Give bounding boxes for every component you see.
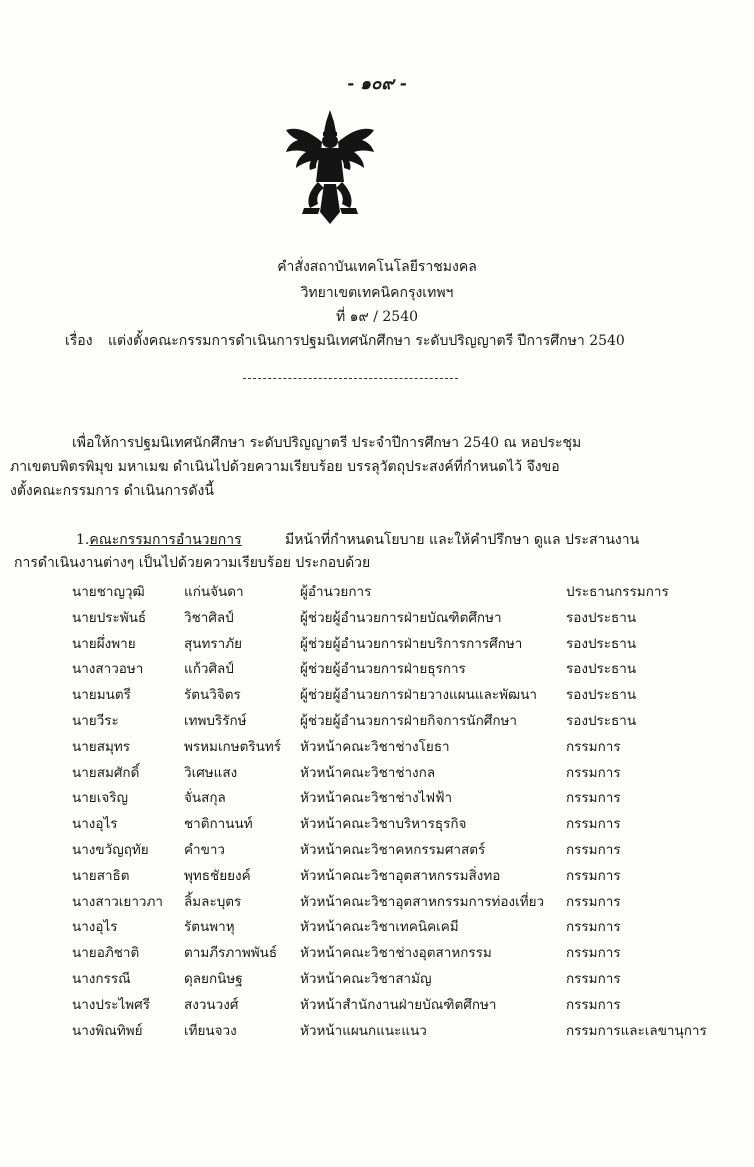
campus-name: วิทยาเขตเทคนิคกรุงเทพฯ — [300, 285, 454, 301]
member-position: ผู้ช่วยผู้อำนวยการฝ่ายบัณฑิตศึกษา — [300, 609, 502, 626]
member-surname: ดุลยกนิษฐ — [184, 970, 243, 987]
member-role: กรรมการ — [566, 945, 621, 962]
member-surname: แก่นจันดา — [184, 584, 244, 600]
member-role: รองประธาน — [566, 687, 637, 704]
member-row — [72, 735, 732, 761]
member-position: ผู้อำนวยการ — [300, 584, 372, 600]
member-surname: เทียนจวง — [184, 1022, 237, 1039]
member-row — [72, 890, 732, 916]
member-role: กรรมการ — [566, 764, 621, 781]
member-name: นางสาวเยาวภา — [72, 893, 163, 910]
member-row — [72, 864, 732, 890]
member-role: กรรมการ — [566, 996, 621, 1013]
member-position: หัวหน้าคณะวิชาคหกรรมศาสตร์ — [300, 841, 486, 858]
member-position: ผู้ช่วยผู้อำนวยการฝ่ายบริการการศึกษา — [300, 635, 523, 652]
intro-line-3: งตั้งคณะกรรมการ ดำเนินการดังนี้ — [10, 483, 214, 499]
member-role: รองประธาน — [566, 609, 637, 626]
member-position: ผู้ช่วยผู้อำนวยการฝ่ายธุรการ — [300, 661, 466, 678]
order-issuer: คำสั่งสถาบันเทคโนโลยีราชมงคล — [277, 259, 477, 275]
member-name: นายผึ่งพาย — [72, 635, 136, 652]
member-name: นายอภิชาติ — [72, 945, 140, 962]
member-name: นางอุไร — [72, 919, 118, 936]
member-row — [72, 632, 732, 658]
member-row — [72, 838, 732, 864]
member-role: กรรมการและเลขานุการ — [566, 1022, 707, 1039]
member-position: หัวหน้าสำนักงานฝ่ายบัณฑิตศึกษา — [300, 996, 497, 1013]
member-role: รองประธาน — [566, 635, 637, 652]
member-role: กรรมการ — [566, 867, 621, 884]
member-position: หัวหน้าคณะวิชาเทคนิคเคมี — [300, 919, 459, 936]
page-number: - ๑๐๙ - — [347, 74, 407, 94]
section1-heading — [76, 529, 242, 551]
member-role: กรรมการ — [566, 919, 621, 936]
member-name: นายวีระ — [72, 712, 119, 729]
intro-line-1: เพื่อให้การปฐมนิเทศนักศึกษา ระดับปริญญาตรี ประจำปีการศึกษา 2540 ณ หอประชุม — [72, 435, 582, 451]
member-name: นางประไพศรี — [72, 996, 150, 1013]
member-surname: รัตนพาหุ — [184, 919, 235, 936]
member-name: นายสมุทร — [72, 738, 131, 755]
member-role: กรรมการ — [566, 970, 621, 987]
member-name: นางขวัญฤทัย — [72, 841, 149, 858]
member-name: นายเจริญ — [72, 790, 128, 807]
member-row — [72, 1019, 732, 1045]
subject-line — [65, 330, 735, 352]
divider-line — [243, 378, 458, 379]
member-position: ผู้ช่วยผู้อำนวยการฝ่ายกิจการนักศึกษา — [300, 712, 518, 729]
member-position: หัวหน้าคณะวิชาช่างกล — [300, 764, 436, 781]
garuda-emblem-icon — [280, 108, 380, 226]
member-name: นางอุไร — [72, 816, 118, 833]
member-surname: แก้วศิลป์ — [184, 661, 234, 678]
member-position: หัวหน้าคณะวิชาสามัญ — [300, 970, 432, 987]
member-name: นายชาญวุฒิ — [72, 584, 145, 600]
intro-line-2: ภาเขตบพิตรพิมุข มหาเมฆ ดำเนินไปด้วยความเรียบร้อย บรรลุวัตถุประสงค์ที่กำหนดไว้ จึงขอ — [10, 459, 560, 475]
member-surname: วิเศษแสง — [184, 764, 238, 781]
section1-desc-2: การดำเนินงานต่างๆ เป็นไปด้วยความเรียบร้อย ประกอบด้วย — [14, 555, 371, 571]
member-name: นายประพันธ์ — [72, 609, 147, 626]
member-role: กรรมการ — [566, 816, 621, 833]
member-row — [72, 580, 732, 606]
member-roster — [72, 580, 732, 1044]
member-name: นายสาธิต — [72, 867, 130, 884]
member-role: รองประธาน — [566, 712, 637, 729]
member-surname: พุทธชัยยงค์ — [184, 867, 251, 884]
member-surname: สงวนวงศ์ — [184, 996, 239, 1013]
section1-number: 1. — [76, 532, 90, 548]
member-position: หัวหน้าคณะวิชาช่างอุตสาหกรรม — [300, 945, 492, 962]
member-role: กรรมการ — [566, 893, 621, 910]
member-surname: ตามภีรภาพพันธ์ — [184, 945, 278, 962]
member-name: นายสมศักดิ์ — [72, 764, 140, 781]
member-role: กรรมการ — [566, 841, 621, 858]
member-row — [72, 915, 732, 941]
member-position: หัวหน้าคณะวิชาช่างโยธา — [300, 738, 450, 755]
subject-text: แต่งตั้งคณะกรรมการดำเนินการปฐมนิเทศนักศึกษา ระดับปริญญาตรี ปีการศึกษา 2540 — [108, 333, 625, 349]
member-surname: เทพบริรักษ์ — [184, 712, 247, 729]
member-name: นายมนตรี — [72, 687, 131, 704]
member-position: หัวหน้าคณะวิชาอุตสาหกรรมสิ่งทอ — [300, 867, 501, 884]
member-surname: ลิ้มละบุตร — [184, 893, 242, 910]
member-row — [72, 812, 732, 838]
member-row — [72, 967, 732, 993]
member-role: กรรมการ — [566, 790, 621, 807]
member-surname: จั่นสกุล — [184, 790, 226, 807]
member-position: หัวหน้าคณะวิชาช่างไฟฟ้า — [300, 790, 453, 807]
member-row — [72, 786, 732, 812]
subject-label: เรื่อง — [65, 333, 93, 349]
member-row — [72, 761, 732, 787]
member-surname: พรหมเกษตรินทร์ — [184, 738, 282, 755]
member-position: หัวหน้าคณะวิชาบริหารธุรกิจ — [300, 816, 467, 833]
member-row — [72, 993, 732, 1019]
member-name: นางสาวอษา — [72, 661, 144, 678]
section1-desc-1: มีหน้าที่กำหนดนโยบาย และให้คำปรึกษา ดูแล ประสานงาน — [285, 532, 640, 548]
member-name: นางพิณทิพย์ — [72, 1022, 143, 1039]
member-name: นางกรรณี — [72, 970, 131, 987]
member-surname: คำขาว — [184, 841, 226, 858]
member-position: หัวหน้าแผนกแนะแนว — [300, 1022, 427, 1039]
member-position: ผู้ช่วยผู้อำนวยการฝ่ายวางแผนและพัฒนา — [300, 687, 538, 704]
section1-title: คณะกรรมการอำนวยการ — [89, 532, 242, 548]
member-surname: รัตนวิจิตร — [184, 687, 241, 704]
member-role: ประธานกรรมการ — [566, 584, 669, 600]
member-position: หัวหน้าคณะวิชาอุตสาหกรรมการท่องเที่ยว — [300, 893, 545, 910]
member-row — [72, 657, 732, 683]
member-role: กรรมการ — [566, 738, 621, 755]
member-surname: วิชาศิลป์ — [184, 609, 234, 626]
member-row — [72, 709, 732, 735]
member-row — [72, 941, 732, 967]
order-number: ที่ ๑๙ / 2540 — [335, 309, 419, 325]
member-surname: สุนทราภัย — [184, 635, 243, 652]
member-row — [72, 683, 732, 709]
member-role: รองประธาน — [566, 661, 637, 678]
member-surname: ชาติกานนท์ — [184, 816, 253, 833]
member-row — [72, 606, 732, 632]
